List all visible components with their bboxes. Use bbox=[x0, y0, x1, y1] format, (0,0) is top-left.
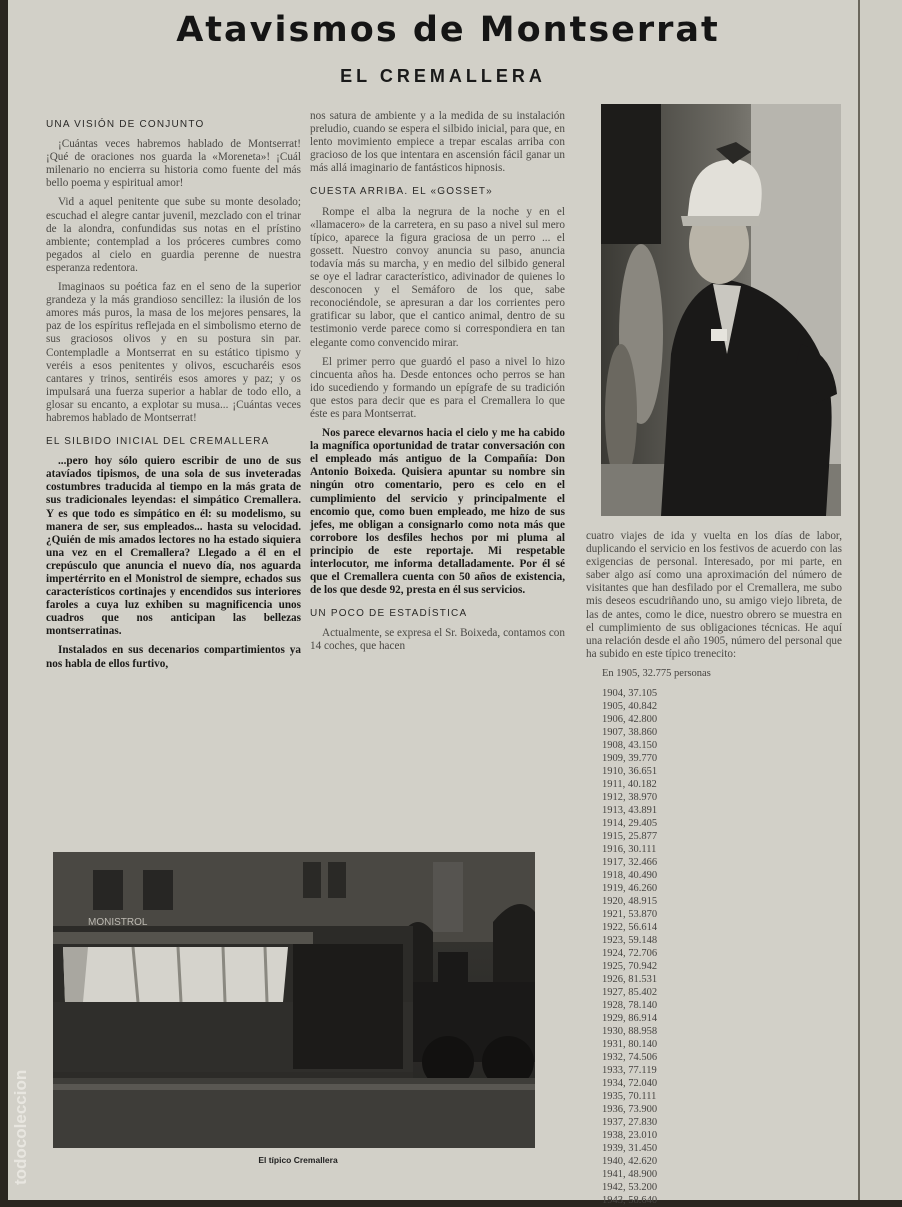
stat-item: 1912, 38.970 bbox=[602, 792, 658, 804]
stat-item: 1939, 31.450 bbox=[602, 1143, 658, 1155]
stat-item: 1922, 56.614 bbox=[602, 922, 658, 934]
watermark-logo bbox=[8, 1020, 32, 1185]
paragraph: Rompe el alba la negrura de la noche y en el «llamacero» de la carretera, en su paso a nivel sul mero típico, aparece la figura graciosa de un perro ... el gossett. Nuestro convoy anuncia su paso, anuncia todavía más su marcha, y en medio del silbido general se oye el ladrar característico, adivinador de quienes lo desconocen y el Semáforo de los que, sabe reconociéndole, se apresuran a dar los corrientes pero gratificar su labor, que el cantico animal, dentro de su testimonio verde parece como si correspondiera en tan elegante como convencido mirar. bbox=[310, 205, 565, 349]
stats-list bbox=[586, 687, 842, 1207]
stat-item: 1925, 70.942 bbox=[602, 961, 658, 973]
paragraph: Nos parece elevarnos hacia el cielo y me ha cabido la magnífica oportunidad de tratar conversación con el empleado más antiguo de la Compañía: Don Antonio Boixeda. Quisiera apuntar su nombre sin ningún otro comentario, pero es celo en el cumplimiento del servicio y principalmente el encomio que, como buen empleado, me hizo de sus jefes, me obligan a consignarlo como nota más que corrobore los desfiles hechos por mi pluma al principio de este reportaje. Mi respetable interlocutor, me informa detalladamente. Por él sé que el Cremallera cuenta con 50 años de existencia, de los que desde 92, presta en él sus servicios. bbox=[310, 427, 565, 597]
stat-item: 1917, 32.466 bbox=[602, 857, 658, 869]
stat-item: 1915, 25.877 bbox=[602, 831, 658, 843]
stats-intro: En 1905, 32.775 personas bbox=[602, 667, 711, 679]
text-column-3 bbox=[586, 530, 842, 1207]
stat-item: 1934, 72.040 bbox=[602, 1078, 658, 1090]
section-heading-silbido: EL SILBIDO INICIAL DEL CREMALLERA bbox=[46, 436, 270, 448]
stat-item: 1911, 40.182 bbox=[602, 779, 657, 791]
next-page-edge bbox=[858, 0, 902, 1200]
stat-item: 1928, 78.140 bbox=[602, 1000, 658, 1012]
stat-item: 1932, 74.506 bbox=[602, 1052, 658, 1064]
section-heading-cuesta: CUESTA ARRIBA. EL «GOSSET» bbox=[310, 186, 493, 198]
paragraph: ¡Cuántas veces habremos hablado de Montserrat! ¡Qué de oraciones nos guarda la «Moreneta»! ¡Cuál milenario no encierra su historia como fuente del más bello poema y espiritual amor! bbox=[46, 138, 301, 190]
stat-item: 1904, 37.105 bbox=[602, 688, 658, 700]
train-photo-image bbox=[53, 852, 535, 1148]
stat-item: 1930, 88.958 bbox=[602, 1026, 658, 1038]
stat-item: 1926, 81.531 bbox=[602, 974, 658, 986]
paragraph: Vid a aquel penitente que sube su monte desolado; escuchad el alegre cantar juvenil, mezclado con el trinar de la alondra, confundidas sus notas en el prístino ambiente; contemplad a los próceres cumbres como pegados al cielo en guardia perenne de nuestra esperanza redentora. bbox=[46, 196, 301, 274]
stat-item: 1906, 42.800 bbox=[602, 714, 658, 726]
stat-item: 1924, 72.706 bbox=[602, 948, 658, 960]
paragraph: nos satura de ambiente y a la medida de su instalación preludio, cuando se espera el silbido inicial, para que, en lento movimiento empiece a trepar escalas arriba con gracioso de los que intentara en ascensión fácil ganar un más allá imaginario de fantásticos hipnosis. bbox=[310, 110, 565, 175]
paragraph: ...pero hoy sólo quiero escribir de uno de sus atavíados tipismos, de una sola de sus inveteradas costumbres traducida al tiempo en la más grata de sus tradicionales leyendas: el simpático Cremallera. Y es que todo es simpático en él: su modelismo, su manera de ser, sus empleados... hasta su velocidad. ¿Quién de mis amados lectores no ha estado siquiera una vez en el Cremallera? Llegado a él en el crepúsculo que anuncia el nuevo día, nos aguarda impertérrito en el Monistrol de siempre, echados sus característicos cortinajes y encendidos sus interiores faroles a cuya luz exhiben su magnificencia unos cuadros que nos anticipan las bellezas montserratinas. bbox=[46, 455, 301, 638]
stat-item: 1916, 30.111 bbox=[602, 844, 657, 856]
stat-item: 1919, 46.260 bbox=[602, 883, 658, 895]
text-column-1 bbox=[46, 118, 301, 677]
text-column-2 bbox=[310, 110, 565, 660]
stat-item: 1942, 53.200 bbox=[602, 1182, 658, 1194]
stat-item: 1937, 27.830 bbox=[602, 1117, 658, 1129]
stat-item: 1933, 77.119 bbox=[602, 1065, 657, 1077]
stat-item: 1921, 53.870 bbox=[602, 909, 658, 921]
stat-item: 1905, 40.842 bbox=[602, 701, 658, 713]
section-heading-vision: UNA VISIÓN DE CONJUNTO bbox=[46, 119, 205, 130]
section-heading-estadistica: UN POCO DE ESTADÍSTICA bbox=[310, 608, 468, 620]
stat-item: 1935, 70.111 bbox=[602, 1091, 657, 1103]
stat-item: 1940, 42.620 bbox=[602, 1156, 658, 1168]
paragraph: cuatro viajes de ida y vuelta en los días de labor, duplicando el servicio en los festivos de acuerdo con las exigencias de personal. Interesado, por mi parte, en saber algo así como una aproximación del número de visitantes que han desfilado por el Cremallera, me subo mis deseos escudriñando uno, su amigo viejo libreta, de las de antes, como le dice, nuestro obrero se muestra en el cumplimiento de sus obligaciones técnicas. He aquí una relación desde el año 1905, número del personal que ha subido en este típico trenecito: bbox=[586, 530, 842, 660]
stat-item: 1927, 85.402 bbox=[602, 987, 658, 999]
stat-item: 1941, 48.900 bbox=[602, 1169, 658, 1181]
article-subtitle: EL CREMALLERA bbox=[340, 66, 546, 86]
stat-item: 1908, 43.150 bbox=[602, 740, 658, 752]
stat-item: 1914, 29.405 bbox=[602, 818, 658, 830]
station-sign: MONISTROL bbox=[88, 917, 148, 928]
train-photo bbox=[53, 852, 535, 1148]
stat-item: 1913, 43.891 bbox=[602, 805, 658, 817]
paragraph: El primer perro que guardó el paso a nivel lo hizo cincuenta años ha. Desde entonces ocho perros se han ido sucediendo y formando un epígrafe de su tradición que estos para decir que es para el Cremallera lo que éste es para Montserrat. bbox=[310, 355, 565, 420]
stat-item: 1920, 48.915 bbox=[602, 896, 658, 908]
stat-item: 1923, 59.148 bbox=[602, 935, 658, 947]
stat-item: 1929, 86.914 bbox=[602, 1013, 658, 1025]
paragraph: Imaginaos su poética faz en el seno de la superior grandeza y la más grandioso sencillez: la ilusión de los amores más puros, la masa de los mejores pensares, la paz de los espíritus reflejada en el simbolismo eterno de sus graciosos olivos y en su postura sin par. Contempladle a Montserrat en su estático tipismo y veréis a esos penitentes y olivos, escucharéis esos cantares y trinos, sentiréis esos amores y paz; y os impulsará una fuerza superior a hablar de todo ello, a glosar su encanto, a explotar su musa... ¡Cuántas veces habremos hablado de Montserrat! bbox=[46, 281, 301, 424]
watermark-text: todocoleccion bbox=[11, 1069, 30, 1185]
stat-item: 1936, 73.900 bbox=[602, 1104, 658, 1116]
stat-item: 1931, 80.140 bbox=[602, 1039, 658, 1051]
stat-item: 1943, 58.640 bbox=[602, 1195, 658, 1207]
stat-item: 1910, 36.651 bbox=[602, 766, 658, 778]
portrait-photo bbox=[601, 104, 841, 516]
photo-caption: El típico Cremallera bbox=[258, 1155, 338, 1165]
stat-item: 1907, 38.860 bbox=[602, 727, 658, 739]
article-title: Atavismos de Montserrat bbox=[176, 10, 720, 50]
stat-item: 1909, 39.770 bbox=[602, 753, 658, 765]
paragraph: Instalados en sus decenarios compartimientos ya nos habla de ellos furtivo, bbox=[46, 644, 301, 670]
stat-item: 1938, 23.010 bbox=[602, 1130, 658, 1142]
paragraph: Actualmente, se expresa el Sr. Boixeda, contamos con 14 coches, que hacen bbox=[310, 627, 565, 653]
magazine-page bbox=[8, 0, 858, 1207]
stat-item: 1918, 40.490 bbox=[602, 870, 658, 882]
portrait-photo-image bbox=[601, 104, 841, 516]
